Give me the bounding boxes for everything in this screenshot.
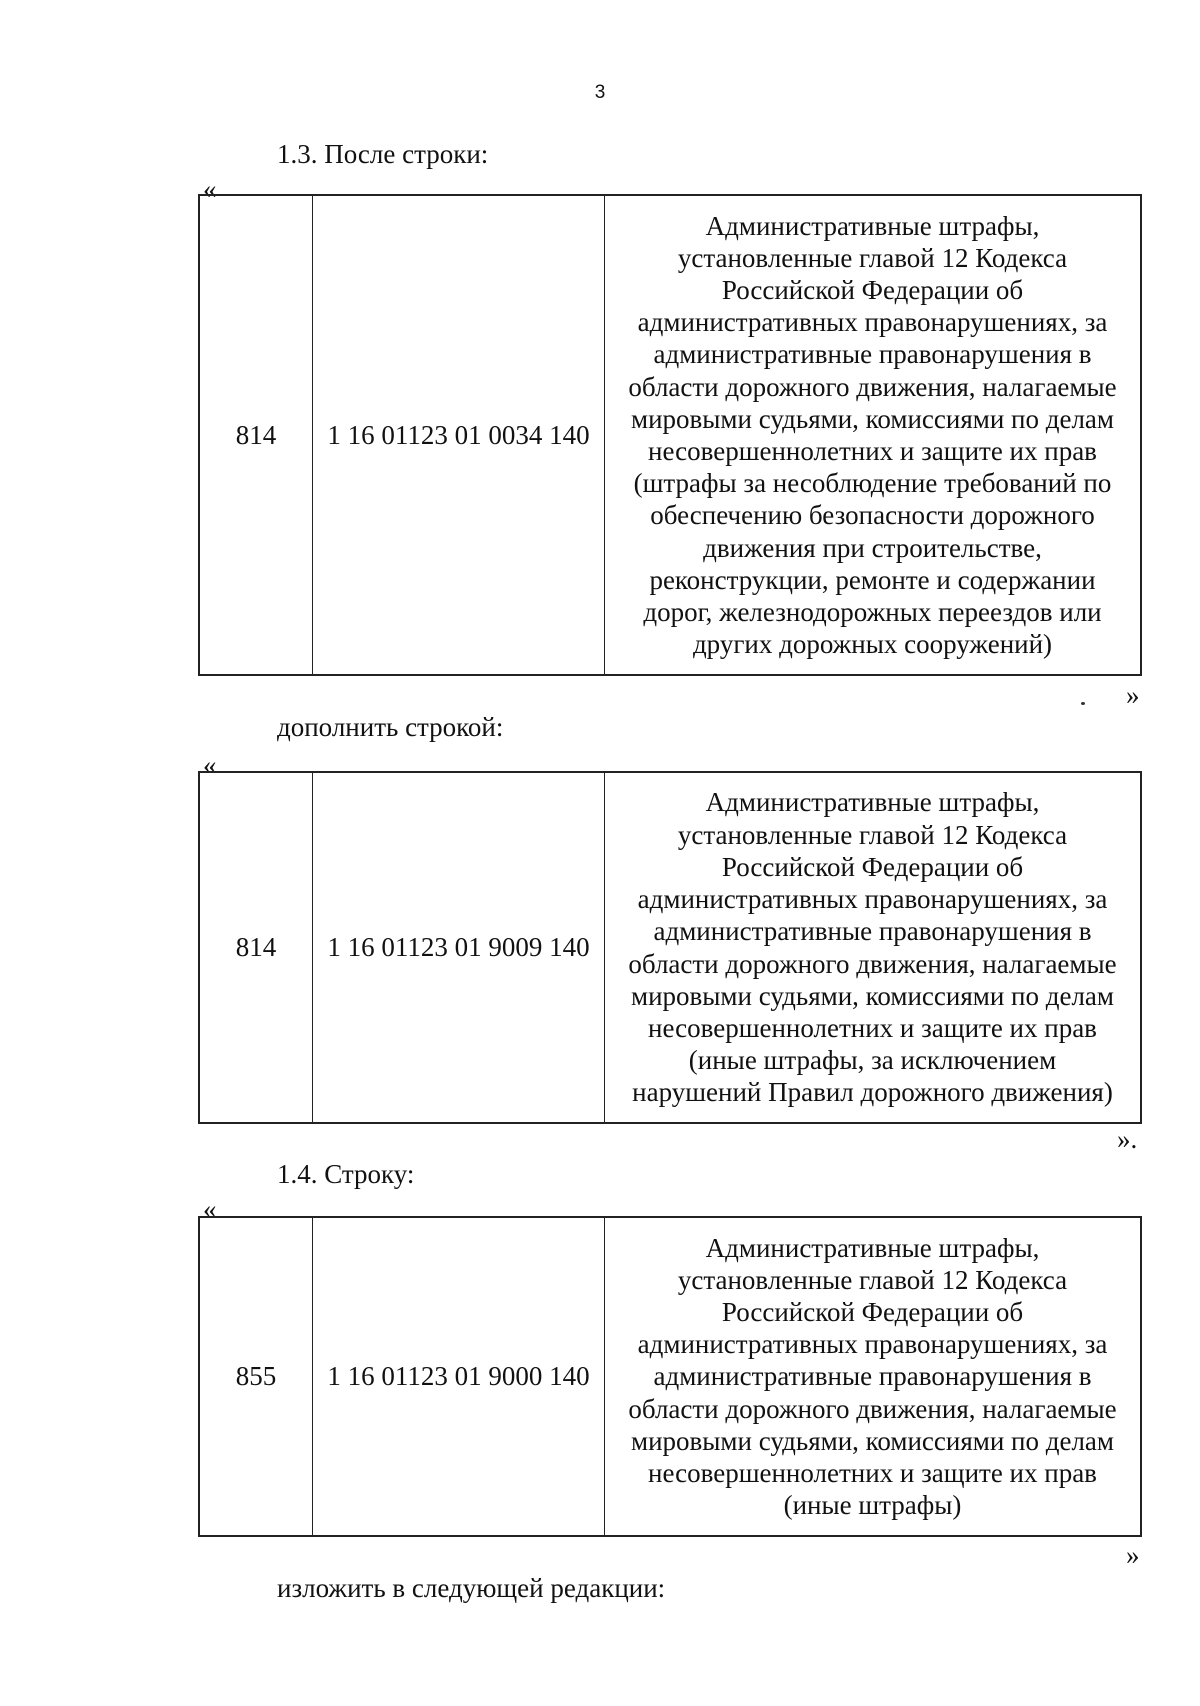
row-code-cell: 1 16 01123 01 0034 140 bbox=[313, 196, 605, 674]
description-line: области дорожного движения, налагаемые bbox=[628, 1393, 1117, 1424]
description-line: обеспечению безопасности дорожного bbox=[650, 500, 1095, 531]
row-description-cell bbox=[605, 773, 1140, 1122]
description-line: (иные штрафы, за исключением bbox=[688, 1045, 1057, 1076]
description-line: Российской Федерации об bbox=[721, 851, 1024, 882]
description-line: административных правонарушениях, за bbox=[637, 307, 1108, 338]
description-line: (штрафы за несоблюдение требований по bbox=[633, 468, 1112, 499]
table-addition bbox=[198, 771, 1142, 1124]
table-section-1-3 bbox=[198, 194, 1142, 676]
close-quote: ». bbox=[1117, 1124, 1138, 1154]
description-line: несовершеннолетних и защите их прав bbox=[648, 436, 1097, 466]
row-code-cell: 1 16 01123 01 9009 140 bbox=[313, 773, 605, 1122]
open-quote: « bbox=[203, 1194, 217, 1224]
addition-heading: дополнить строкой: bbox=[277, 712, 504, 742]
row-code-cell: 1 16 01123 01 9000 140 bbox=[313, 1218, 605, 1535]
description-line: области дорожного движения, налагаемые bbox=[628, 371, 1117, 402]
description-line: других дорожных сооружений) bbox=[692, 629, 1053, 660]
description-line: административных правонарушениях, за bbox=[637, 1329, 1108, 1360]
description-line: дорог, железнодорожных переездов или bbox=[643, 597, 1102, 628]
section-1-4-heading: 1.4. Строку: bbox=[277, 1159, 415, 1189]
description-line: области дорожного движения, налагаемые bbox=[628, 948, 1117, 979]
description-line: установленные главой 12 Кодекса bbox=[677, 819, 1068, 850]
scan-speck bbox=[1081, 702, 1085, 705]
description-line: (иные штрафы) bbox=[783, 1490, 962, 1521]
row-description-cell bbox=[605, 1218, 1140, 1535]
description-line: несовершеннолетних и защите их прав bbox=[648, 1012, 1097, 1043]
description-line: несовершеннолетних и защите их прав bbox=[648, 1458, 1097, 1488]
description-line: административные правонарушения в bbox=[653, 1361, 1092, 1392]
description-line: Российской Федерации об bbox=[721, 1296, 1024, 1327]
page-number: 3 bbox=[594, 82, 606, 103]
description-line: мировыми судьями, комиссиями по делам bbox=[631, 403, 1114, 434]
description-line: Административные штрафы, bbox=[705, 210, 1040, 241]
row-number-cell: 814 bbox=[200, 196, 313, 674]
description-line: мировыми судьями, комиссиями по делам bbox=[631, 1425, 1114, 1456]
description-line: установленные главой 12 Кодекса bbox=[677, 1264, 1068, 1295]
close-quote: » bbox=[1126, 1540, 1140, 1570]
description-line: реконструкции, ремонте и содержании bbox=[649, 564, 1096, 595]
description-line: административные правонарушения в bbox=[653, 339, 1092, 370]
description-line: Российской Федерации об bbox=[721, 274, 1024, 305]
row-description-cell bbox=[605, 196, 1140, 674]
description-line: нарушений Правил дорожного движения) bbox=[632, 1077, 1113, 1108]
row-number-cell: 814 bbox=[200, 773, 313, 1122]
open-quote: « bbox=[203, 750, 217, 780]
description-line: Административные штрафы, bbox=[705, 1232, 1040, 1263]
description-line: Административные штрафы, bbox=[705, 787, 1040, 818]
open-quote: « bbox=[203, 174, 217, 204]
row-number-cell: 855 bbox=[200, 1218, 313, 1535]
description-line: движения при строительстве, bbox=[703, 532, 1042, 563]
close-quote: » bbox=[1126, 680, 1140, 710]
description-line: административные правонарушения в bbox=[653, 916, 1092, 947]
table-section-1-4 bbox=[198, 1216, 1142, 1537]
description-line: мировыми судьями, комиссиями по делам bbox=[631, 980, 1114, 1011]
section-1-3-heading: 1.3. После строки: bbox=[277, 139, 489, 169]
description-line: установленные главой 12 Кодекса bbox=[677, 242, 1068, 273]
closing-text: изложить в следующей редакции: bbox=[277, 1573, 666, 1603]
description-line: административных правонарушениях, за bbox=[637, 884, 1108, 915]
